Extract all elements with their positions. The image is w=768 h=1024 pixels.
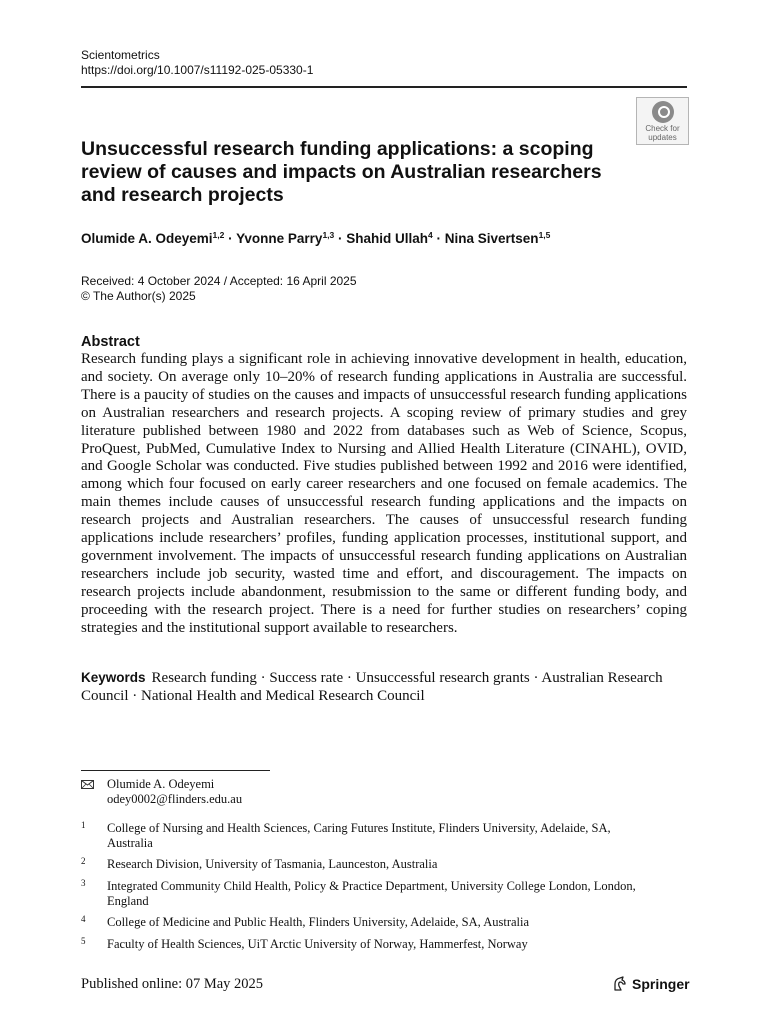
envelope-icon [81, 780, 94, 789]
author-name[interactable]: Nina Sivertsen [444, 231, 539, 246]
abstract-heading: Abstract [81, 334, 140, 350]
author-separator: · [334, 231, 347, 246]
author-affiliation-ref: 4 [428, 230, 433, 240]
author-affiliation-ref: 1,3 [322, 230, 335, 240]
affiliation-number: 2 [81, 856, 86, 866]
affiliation-item [81, 879, 687, 909]
affiliation-number: 4 [81, 914, 86, 924]
springer-horse-icon [612, 976, 627, 992]
affiliation-number: 5 [81, 936, 86, 946]
affiliation-item [81, 915, 687, 930]
check-for-updates-badge[interactable] [636, 97, 689, 145]
affiliation-number: 1 [81, 820, 86, 830]
article-title: Unsuccessful research funding applications: a scoping review of causes and impacts on Australian researchers and research projects [81, 138, 602, 206]
corresponding-author-email[interactable]: odey0002@flinders.edu.au [107, 792, 243, 806]
keywords-label: Keywords [81, 670, 146, 685]
affiliation-item [81, 937, 687, 952]
corresponding-author-name: Olumide A. Odeyemi [107, 777, 215, 791]
published-online-date: Published online: 07 May 2025 [81, 976, 264, 992]
publisher-name: Springer [632, 976, 690, 992]
author-name[interactable]: Yvonne Parry [236, 231, 323, 246]
affiliation-text: Faculty of Health Sciences, UiT Arctic University of Norway, Hammerfest, Norway [107, 937, 528, 951]
author-name[interactable]: Olumide A. Odeyemi [81, 231, 213, 246]
check-for-updates-label [637, 124, 688, 142]
crossmark-icon [652, 101, 674, 123]
affiliation-number: 3 [81, 878, 86, 888]
affiliation-item [81, 857, 687, 872]
journal-name: Scientometrics [81, 48, 160, 62]
affiliation-text: Research Division, University of Tasmania, Launceston, Australia [107, 857, 438, 871]
copyright-notice: © The Author(s) 2025 [81, 289, 196, 303]
affiliation-item [81, 821, 687, 851]
author-name[interactable]: Shahid Ullah [346, 231, 429, 246]
author-separator: · [224, 231, 237, 246]
check-for-updates-line1: Check for [645, 124, 680, 133]
affiliation-text: Integrated Community Child Health, Policy & Practice Department, University College London, London, England [107, 879, 636, 908]
author-affiliation-ref: 1,2 [212, 230, 225, 240]
abstract-text: Research funding plays a significant role in achieving innovative development in health, education, and society. On average only 10–20% of research funding applications in Australia are successful. There is a paucity of studies on the causes and impacts of unsuccessful research funding applications on Australian researchers and research projects. A scoping review of primary studies and grey literature published between 1980 and 2022 from databases such as Web of Science, Scopus, ProQuest, PubMed, Cumulative Index to Nursing and Allied Health Literature (CINAHL), OVID, and Google Scholar was conducted. Five studies published between 1992 and 2016 were identified, among which four focused on early career researchers and one focused on female academics. The main themes include causes of unsuccessful research funding applications and the impacts on research projects and Australian researchers. The causes of unsuccessful research funding applications include researchers’ profiles, funding application processes, institutional support, and government involvement. The impacts of unsuccessful research funding applications on Australian researchers include job security, wasted time and effort, and discouragement. The impacts on research projects include abandonment, resubmission to the same or different funding body, and proceeding with the research project. There is a need for further studies on researchers’ coping strategies and the institutional support available to researchers. [81, 351, 687, 636]
header-rule [81, 86, 687, 88]
publisher-logo[interactable] [612, 975, 690, 993]
author-affiliation-ref: 1,5 [538, 230, 551, 240]
affiliation-text: College of Medicine and Public Health, Flinders University, Adelaide, SA, Australia [107, 915, 530, 929]
check-for-updates-line2: updates [648, 133, 677, 142]
keywords-section [81, 669, 687, 705]
received-accepted-dates: Received: 4 October 2024 / Accepted: 16 April 2025 [81, 274, 357, 288]
footnote-rule [81, 770, 270, 771]
doi-link[interactable]: https://doi.org/10.1007/s11192-025-05330-1 [81, 63, 314, 77]
author-list [81, 230, 550, 248]
keywords-text: Research funding · Success rate · Unsuccessful research grants · Australian Research Council · National Health and Medical Research Council [81, 670, 663, 704]
author-separator: · [432, 231, 445, 246]
affiliation-text: College of Nursing and Health Sciences, Caring Futures Institute, Flinders University, Adelaide, SA, Australia [107, 821, 611, 850]
